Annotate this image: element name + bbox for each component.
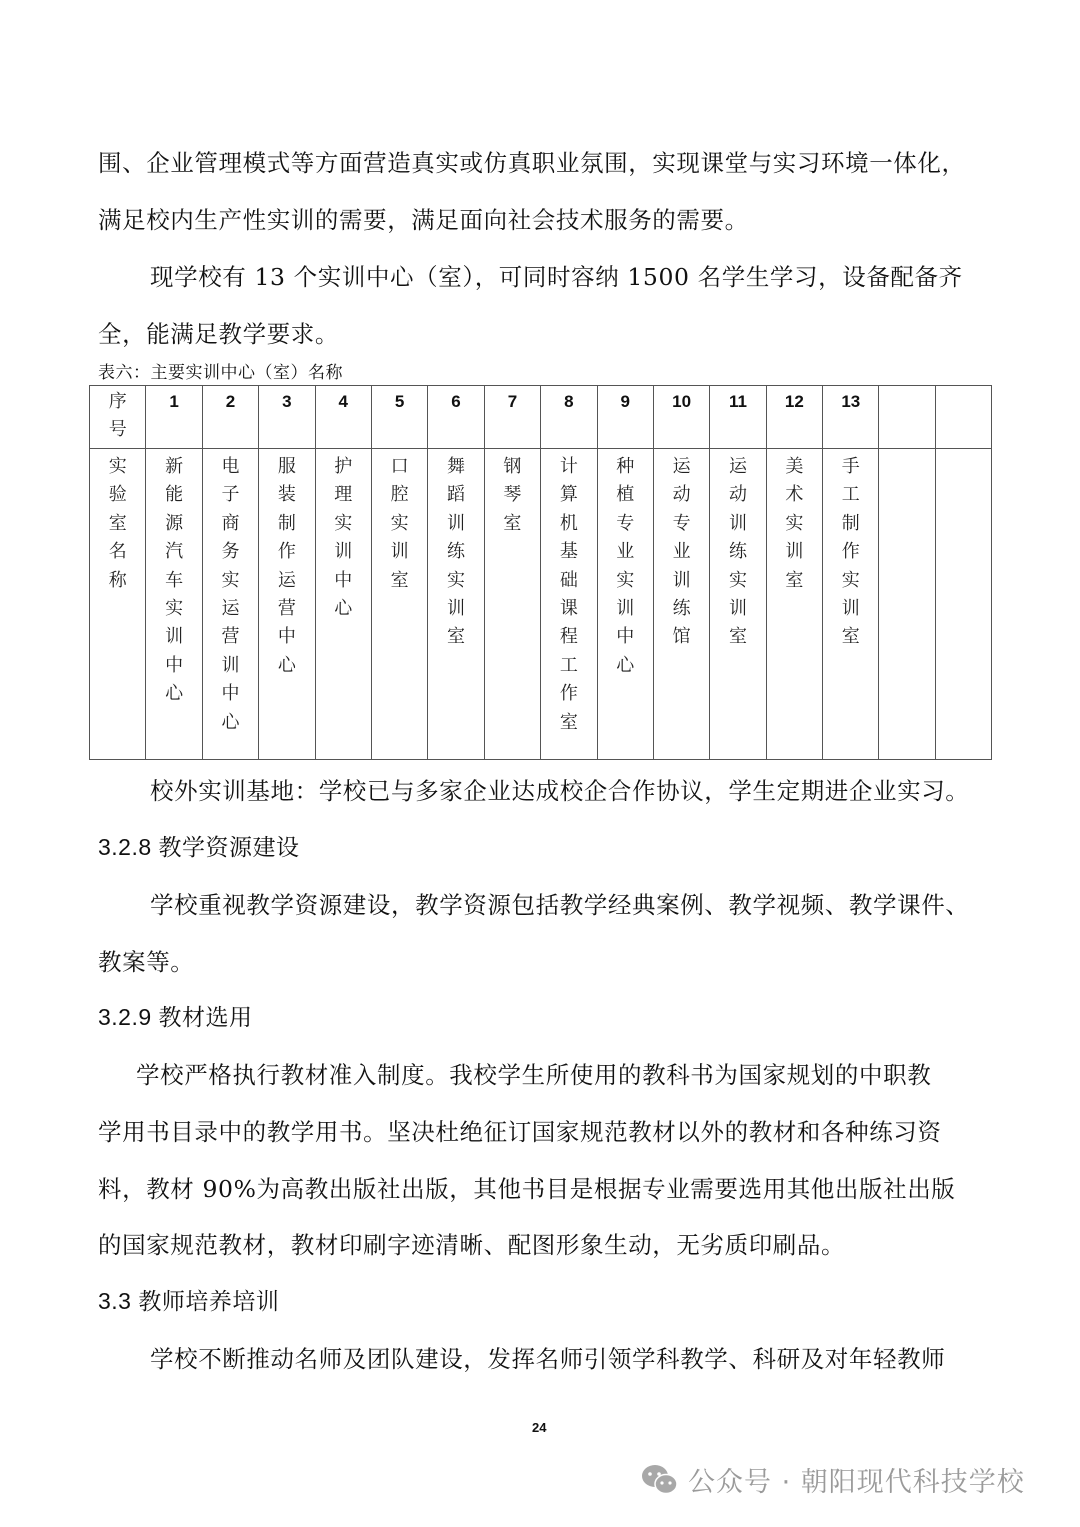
paragraph-line: 学用书目录中的教学用书。坚决杜绝征订国家规范教材以外的教材和各种练习资: [98, 1118, 942, 1146]
index-cell: 10: [653, 386, 709, 449]
paragraph-line: 全，能满足教学要求。: [98, 320, 339, 348]
name-cell: 运动训练实训室: [710, 449, 766, 760]
table-header-row: [90, 386, 992, 449]
name-cell: 钢琴室: [484, 449, 540, 760]
table-body-row: [90, 449, 992, 760]
name-cell: 舞蹈训练实训室: [428, 449, 484, 760]
name-cell: 电子商务实运营训中心: [202, 449, 258, 760]
section-heading: 3.2.9 教材选用: [98, 1004, 253, 1030]
paragraph-line: 满足校内生产性实训的需要，满足面向社会技术服务的需要。: [98, 206, 749, 234]
name-cell: 种植专业实训中心: [597, 449, 653, 760]
watermark-text: 公众号 · 朝阳现代科技学校: [688, 1467, 1025, 1498]
name-cell: 手工制作实训室: [823, 449, 879, 760]
index-cell: 9: [597, 386, 653, 449]
name-cell: 计算机基础课程工作室: [541, 449, 597, 760]
name-cell: [879, 449, 935, 760]
table-caption: 表六：主要实训中心（室）名称: [98, 363, 343, 383]
index-cell: 6: [428, 386, 484, 449]
index-cell: 8: [541, 386, 597, 449]
index-cell: 3: [259, 386, 315, 449]
index-cell: 5: [371, 386, 427, 449]
name-cell: 口腔实训室: [371, 449, 427, 760]
index-cell: 11: [710, 386, 766, 449]
index-cell: 2: [202, 386, 258, 449]
index-cell: 4: [315, 386, 371, 449]
section-heading: 3.2.8 教学资源建设: [98, 834, 300, 860]
paragraph-line: 现学校有 13 个实训中心（室），可同时容纳 1500 名学生学习，设备配备齐: [150, 263, 963, 291]
index-cell: 1: [146, 386, 202, 449]
index-cell: 7: [484, 386, 540, 449]
name-cell: [935, 449, 991, 760]
name-cell: 服装制作运营中心: [259, 449, 315, 760]
index-cell: [935, 386, 991, 449]
page-number: 24: [532, 1420, 547, 1435]
watermark: [640, 1460, 1025, 1499]
paragraph-line: 校外实训基地：学校已与多家企业达成校企合作协议，学生定期进企业实习。: [150, 777, 970, 805]
paragraph-line: 学校严格执行教材准入制度。我校学生所使用的教科书为国家规划的中职教: [136, 1061, 932, 1089]
header-label-cell: 序号: [90, 386, 146, 449]
wechat-icon: [640, 1463, 680, 1497]
paragraph-line: 的国家规范教材，教材印刷字迹清晰、配图形象生动，无劣质印刷品。: [98, 1231, 846, 1259]
paragraph-line: 围、企业管理模式等方面营造真实或仿真职业氛围，实现课堂与实习环境一体化，: [98, 149, 966, 177]
index-cell: 12: [766, 386, 822, 449]
name-cell: 运动专业训练馆: [653, 449, 709, 760]
paragraph-line: 学校重视教学资源建设，教学资源包括教学经典案例、教学视频、教学课件、: [150, 891, 970, 919]
lab-table: [89, 385, 992, 760]
paragraph-line: 教案等。: [98, 948, 195, 976]
section-heading: 3.3 教师培养培训: [98, 1288, 280, 1314]
paragraph-line: 学校不断推动名师及团队建设，发挥名师引领学科教学、科研及对年轻教师: [150, 1345, 946, 1373]
row-label-cell: 实验室名称: [90, 449, 146, 760]
paragraph-line: 料，教材 90%为高教出版社出版，其他书目是根据专业需要选用其他出版社出版: [98, 1175, 956, 1203]
name-cell: 护理实训中心: [315, 449, 371, 760]
name-cell: 美术实训室: [766, 449, 822, 760]
name-cell: 新能源汽车实训中心: [146, 449, 202, 760]
index-cell: 13: [823, 386, 879, 449]
index-cell: [879, 386, 935, 449]
